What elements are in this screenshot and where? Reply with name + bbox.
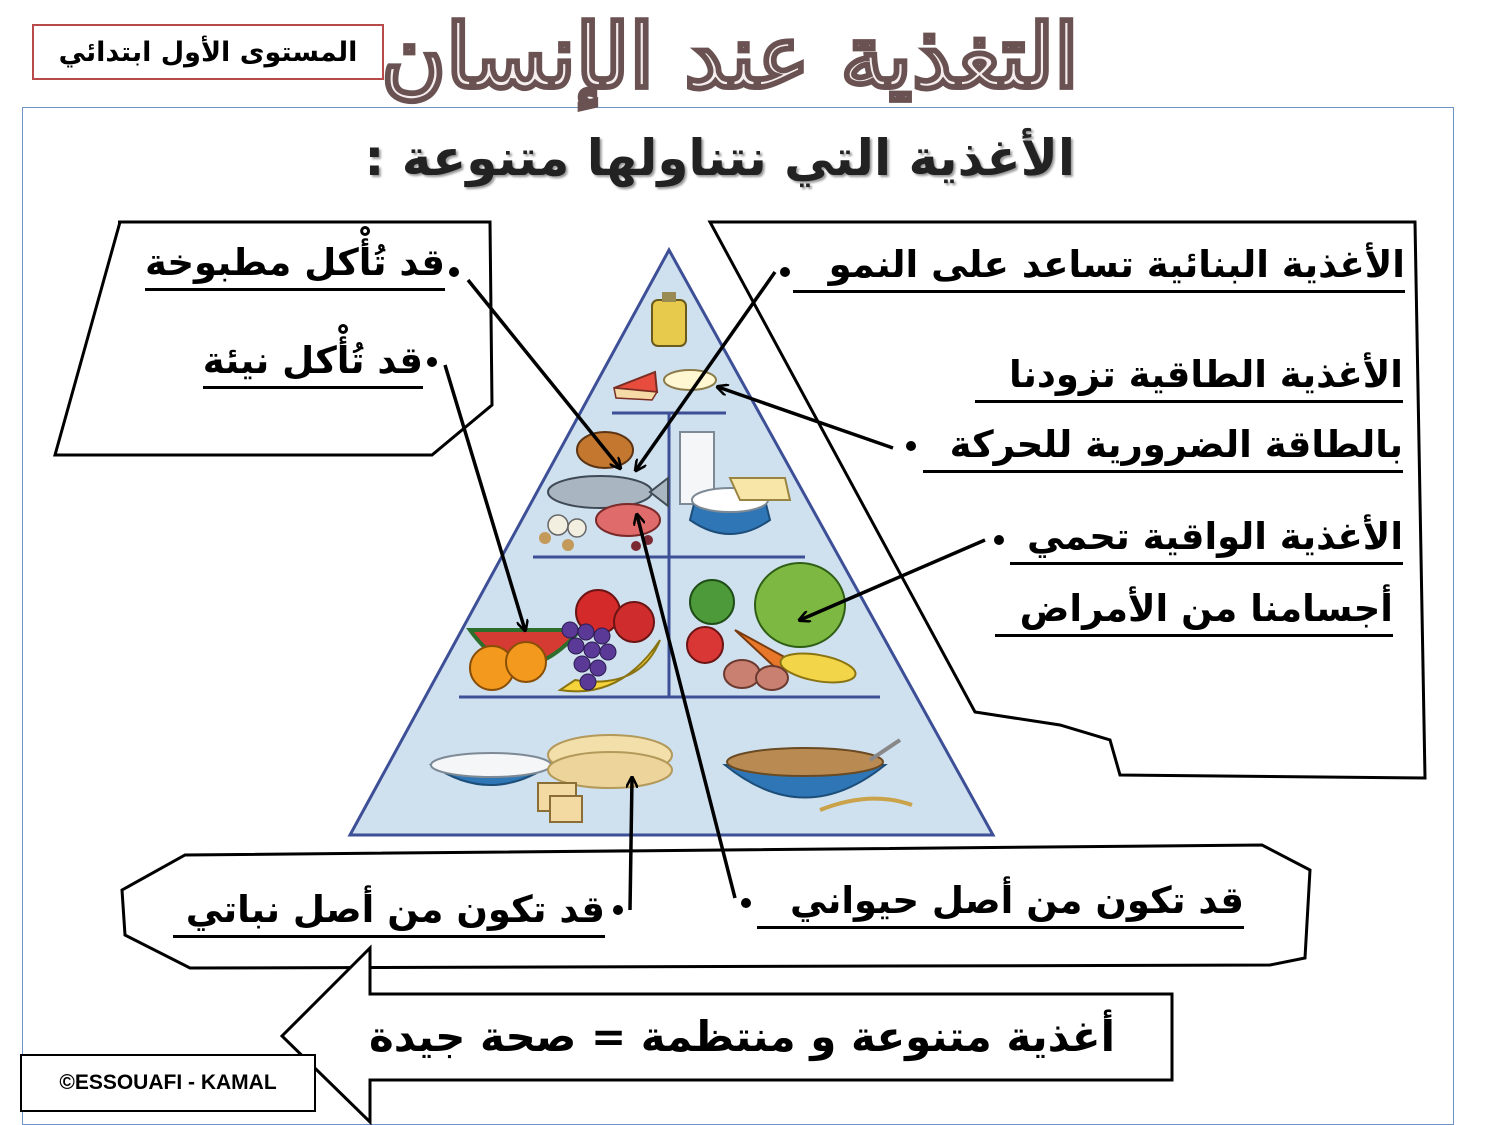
copyright-label: ©ESSOUAFI - KAMAL: [20, 1054, 316, 1112]
label-plant-origin: قد تكون من أصل نباتي: [173, 885, 605, 938]
page-title: التغذية عند الإنسان: [381, 4, 1079, 108]
label-protective-foods-line2: أجسامنا من الأمراض: [995, 584, 1393, 637]
arrow-plant-origin: [630, 778, 632, 910]
label-raw: قد تُأْكل نيئة: [203, 336, 423, 389]
conclusion-text: أغذية متنوعة و منتظمة = صحة جيدة: [368, 1012, 1115, 1061]
level-label: المستوى الأول ابتدائي: [32, 24, 384, 80]
label-animal-origin: قد تكون من أصل حيواني: [757, 876, 1244, 929]
label-building-foods: الأغذية البنائية تساعد على النمو: [793, 240, 1405, 293]
label-cooked: قد تُأْكل مطبوخة: [145, 238, 445, 291]
label-protective-foods-line1: الأغذية الواقية تحمي: [1010, 512, 1403, 565]
page-subtitle: الأغذية التي نتناولها متنوعة :: [364, 129, 1075, 187]
label-energy-foods-line1: الأغذية الطاقية تزودنا: [975, 350, 1403, 403]
label-energy-foods-line2: بالطاقة الضرورية للحركة: [923, 420, 1403, 473]
